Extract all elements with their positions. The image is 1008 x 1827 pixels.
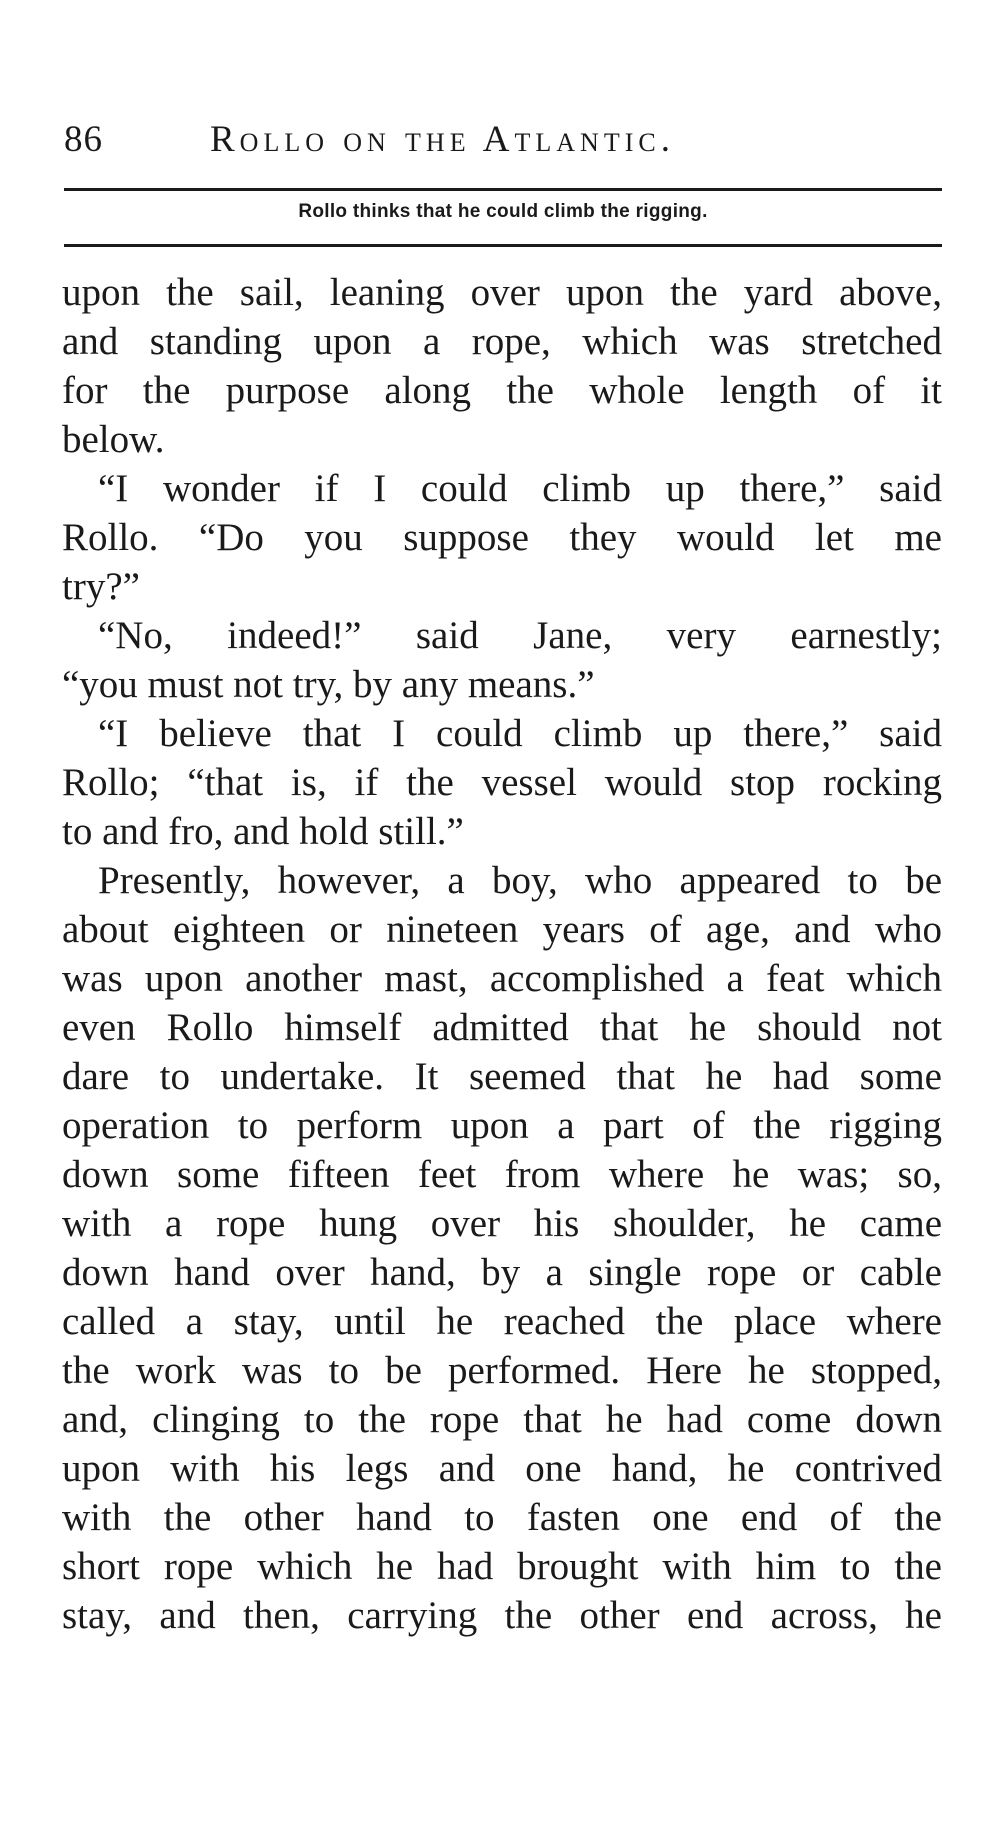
text-line: to and fro, and hold still.” — [62, 810, 464, 853]
text-line: with a rope hung over his shoulder, he came — [62, 1202, 942, 1245]
text-line: about eighteen or nineteen years of age, and who — [62, 908, 942, 951]
text-line: Rollo; “that is, if the vessel would stop rocking — [62, 761, 942, 804]
text-line: and, clinging to the rope that he had come down — [62, 1398, 942, 1441]
text-line: Presently, however, a boy, who appeared to be — [98, 859, 942, 902]
page-number: 86 — [64, 119, 103, 160]
text-line: short rope which he had brought with him to the — [62, 1545, 942, 1588]
text-line: the work was to be performed. Here he stopped, — [62, 1349, 942, 1392]
text-line: stay, and then, carrying the other end across, he — [62, 1594, 942, 1637]
text-line: below. — [62, 418, 165, 461]
text-line: “I believe that I could climb up there,” said — [98, 712, 942, 755]
running-head — [64, 118, 944, 166]
text-line: upon the sail, leaning over upon the yard above, — [62, 271, 942, 314]
text-line: for the purpose along the whole length of it — [62, 369, 942, 412]
text-line: “I wonder if I could climb up there,” said — [98, 467, 942, 510]
text-line: try?” — [62, 565, 140, 608]
page-headline: Rollo thinks that he could climb the rigging. — [298, 201, 708, 222]
text-line: down some fifteen feet from where he was; so, — [62, 1153, 942, 1196]
text-line: down hand over hand, by a single rope or cable — [62, 1251, 942, 1294]
text-line: even Rollo himself admitted that he should not — [62, 1006, 942, 1049]
header-rule-top — [64, 188, 942, 191]
text-line: and standing upon a rope, which was stretched — [62, 320, 942, 363]
text-line: was upon another mast, accomplished a feat which — [62, 957, 942, 1000]
text-line: “you must not try, by any means.” — [62, 663, 595, 706]
text-line: dare to undertake. It seemed that he had some — [62, 1055, 942, 1098]
book-title: Rollo on the Atlantic. — [210, 119, 675, 160]
text-line: “No, indeed!” said Jane, very earnestly; — [98, 614, 942, 657]
body-text — [62, 268, 942, 1640]
text-line: upon with his legs and one hand, he contrived — [62, 1447, 942, 1490]
header-rule-bottom — [64, 244, 942, 247]
text-line: called a stay, until he reached the place where — [62, 1300, 942, 1343]
text-line: operation to perform upon a part of the rigging — [62, 1104, 942, 1147]
text-line: Rollo. “Do you suppose they would let me — [62, 516, 942, 559]
text-line: with the other hand to fasten one end of the — [62, 1496, 942, 1539]
